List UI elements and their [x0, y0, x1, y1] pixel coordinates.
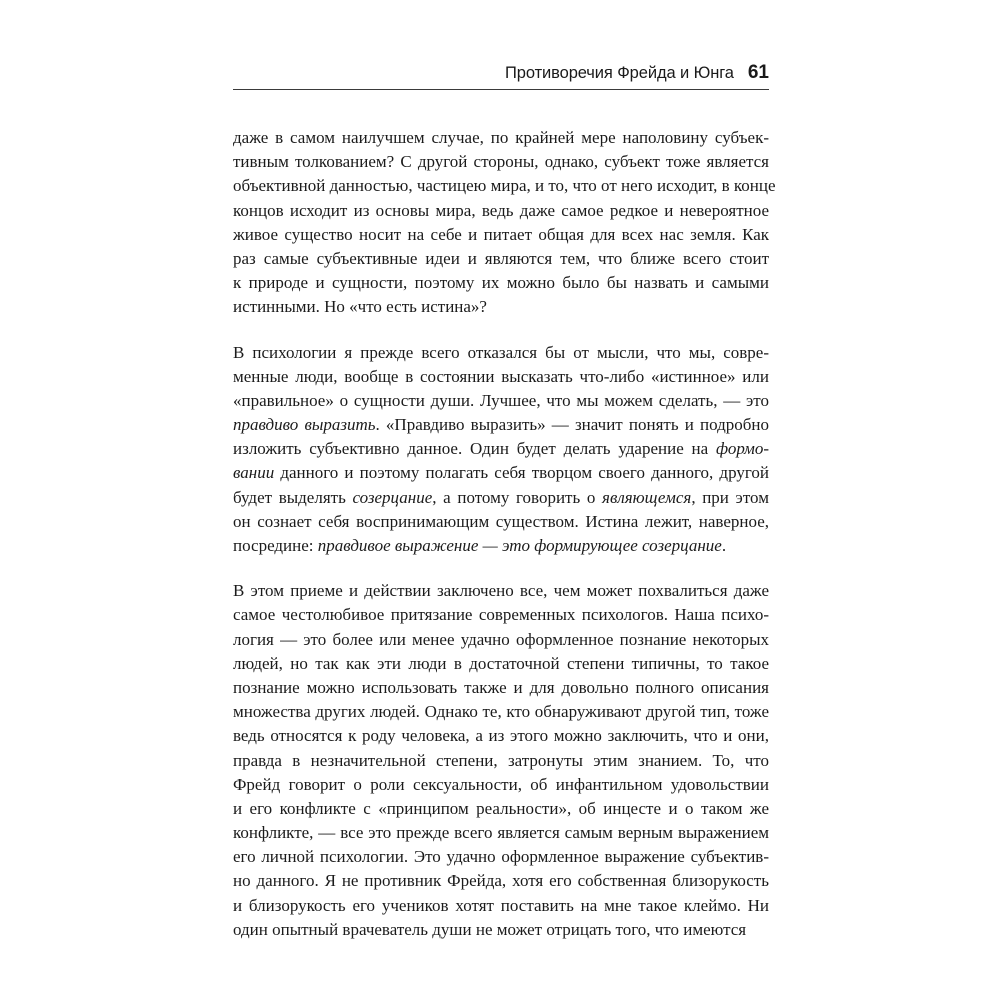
- text-span: конфликте, — все это прежде всего является самым верным выражением: [233, 823, 769, 843]
- text-span: правда в незначительной степени, затронуты этим знанием. То, что: [233, 750, 769, 770]
- text-span: «правильное» о сущности души. Лучшее, что мы можем сделать, — это: [233, 390, 769, 410]
- text-line: [233, 365, 769, 389]
- text-span: . «Правдиво выразить» — значит понять и подробно: [375, 415, 769, 435]
- text-line: [233, 223, 769, 247]
- text-line: [233, 150, 769, 174]
- text-line: [233, 437, 769, 461]
- text-span: .: [721, 536, 727, 555]
- text-line: [233, 389, 769, 413]
- text-span: даже в самом наилучшем случае, по крайней мере наполовину субъек-: [233, 128, 769, 147]
- emphasis-text: вании: [233, 463, 275, 483]
- text-line: [233, 894, 769, 918]
- text-span: тивным толкованием? С другой стороны, однако, субъект тоже является: [233, 152, 769, 172]
- emphasis-text: являющемся: [602, 487, 692, 507]
- text-span: множества других людей. Однако те, кто обнаруживают другой тип, тоже: [233, 702, 769, 722]
- text-span: Фрейд говорит о роли сексуальности, об инфантильном удовольствии: [233, 774, 769, 794]
- text-span: логия — это более или менее удачно оформленное познание некоторых: [233, 629, 769, 649]
- text-line: [233, 295, 769, 319]
- text-span: объективной данностью, частицею мира, и то, что от него исходит, в конце: [233, 176, 776, 196]
- text-span: посредине:: [233, 536, 318, 555]
- text-line: [233, 174, 776, 198]
- text-span: менные люди, вообще в состоянии высказать что-либо «истинное» или: [233, 366, 769, 386]
- emphasis-text: правдиво выразить: [233, 415, 376, 435]
- text-span: и близорукость его учеников хотят поставить на мне такое клеймо. Ни: [233, 895, 769, 915]
- text-line: [233, 773, 769, 797]
- text-span: ведь относятся к роду человека, а из этого можно заключить, что и они,: [233, 726, 769, 746]
- text-span: он сознает себя воспринимающим существом. Истина лежит, наверное,: [233, 511, 769, 531]
- text-line: [233, 413, 769, 437]
- text-line: [233, 652, 769, 676]
- text-span: раз самые субъективные идеи и являются тем, что ближе всего стоит: [233, 248, 769, 268]
- text-line: [233, 797, 769, 821]
- text-span: изложить субъективно данное. Один будет делать ударение на: [233, 439, 716, 459]
- text-span: один опытный врачеватель души не может отрицать того, что имеются: [233, 919, 747, 939]
- text-line: [233, 676, 769, 700]
- text-line: [233, 510, 769, 534]
- text-span: живое существо носит на себе и питает общая для всех нас земля. Как: [233, 224, 769, 244]
- emphasis-text: формо-: [715, 439, 769, 459]
- running-title: Противоречия Фрейда и Юнга: [505, 64, 734, 82]
- text-line: [233, 628, 769, 652]
- paragraph: [233, 126, 776, 320]
- text-line: [233, 579, 769, 603]
- text-span: но данного. Я не противник Фрейда, хотя его собственная близорукость: [233, 871, 769, 891]
- text-span: концов исходит из основы мира, ведь даже самое редкое и невероятное: [233, 200, 769, 220]
- paragraph: [233, 579, 769, 942]
- text-span: В этом приеме и действии заключено все, чем может похвалиться даже: [233, 581, 769, 601]
- text-span: людей, но так как эти люди в достаточной степени типичны, то такое: [233, 653, 769, 673]
- text-line: [233, 534, 769, 558]
- text-line: [233, 341, 769, 365]
- text-line: [233, 700, 769, 724]
- running-head: [233, 62, 769, 88]
- text-span: к природе и сущности, поэтому их можно было бы назвать и самыми: [233, 273, 769, 293]
- text-line: [233, 821, 769, 845]
- text-line: [233, 199, 769, 223]
- text-span: В психологии я прежде всего отказался бы от мысли, что мы, совре-: [233, 342, 769, 362]
- page-number: 61: [747, 62, 769, 83]
- text-line: [233, 724, 769, 748]
- text-span: познание можно использовать также и для довольно полного описания: [233, 677, 769, 697]
- text-span: будет выделять: [233, 487, 353, 507]
- emphasis-text: правдивое выражение — это формирующее созерцание: [317, 536, 722, 555]
- emphasis-text: созерцание: [352, 487, 433, 507]
- text-span: данного и поэтому полагать себя творцом своего данного, другой: [274, 463, 769, 483]
- text-span: , при этом: [691, 487, 769, 507]
- text-line: [233, 486, 769, 510]
- text-line: [233, 918, 769, 942]
- text-span: его личной психологии. Это удачно оформленное выражение субъектив-: [233, 847, 769, 867]
- paragraph: [233, 341, 769, 559]
- text-line: [233, 461, 769, 485]
- text-line: [233, 603, 769, 627]
- text-span: и его конфликте с «принципом реальности», об инцесте и о таком же: [233, 798, 769, 818]
- text-span: истинными. Но «что есть истина»?: [233, 297, 487, 317]
- text-line: [233, 247, 769, 271]
- header-rule: [233, 89, 769, 90]
- text-span: самое честолюбивое притязание современных психологов. Наша психо-: [233, 605, 769, 625]
- text-span: , а потому говорить о: [432, 487, 603, 507]
- text-line: [233, 845, 769, 869]
- text-line: [233, 126, 769, 150]
- text-line: [233, 749, 769, 773]
- text-line: [233, 869, 769, 893]
- body-text: [233, 126, 776, 963]
- text-line: [233, 271, 769, 295]
